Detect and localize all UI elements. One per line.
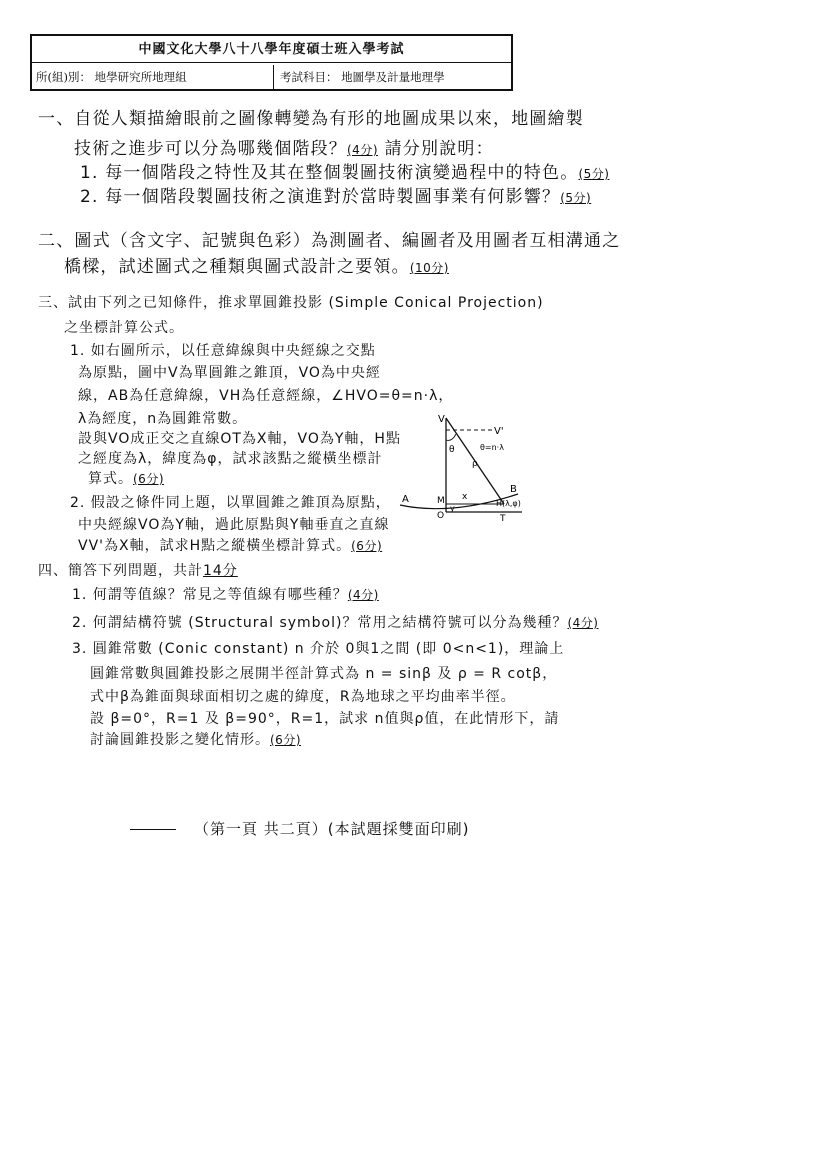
q2-line-2 <box>64 252 449 277</box>
q3-p1-last <box>88 468 164 488</box>
q4-item-3-score: (6分) <box>270 733 301 747</box>
footer-blank-line <box>130 829 176 830</box>
q4-line-1 <box>38 560 238 580</box>
q1-score: (4分) <box>347 143 378 157</box>
label-m: M <box>437 496 445 506</box>
label-theta-eq: θ=n·λ <box>480 443 504 452</box>
label-b: B <box>510 484 517 495</box>
q1-line-2-text: 技術之進步可以分為哪幾個階段？ <box>74 139 347 159</box>
exam-title: 中國文化大學八十八學年度碩士班入學考試 <box>32 38 511 63</box>
department-label: 所(組)別： 地學研究所地理組 <box>36 70 187 84</box>
q3-p1-line: 設與VO成正交之直線OT為X軸，VO為Y軸，H點 <box>78 431 401 447</box>
label-h: H(λ,φ) <box>496 499 521 508</box>
q3-p1-score: (6分) <box>133 472 164 486</box>
q3-p2-last <box>78 535 382 555</box>
page-footer <box>130 818 469 839</box>
footer-text: （第一頁 共二頁）(本試題採雙面印刷) <box>194 820 470 838</box>
q4-item-3-line: 圓錐常數與圓錐投影之展開半徑計算式為 n = sinβ 及 ρ = R cotβ， <box>90 666 558 682</box>
q4-item-3-line: 討論圓錐投影之變化情形。 <box>90 732 270 748</box>
q3-p2-score: (6分) <box>351 539 383 553</box>
q4-item-2-text: 2. 何謂結構符號 (Structural symbol)？常用之結構符號可以分為幾種？ <box>72 615 568 631</box>
q1-item-1 <box>80 158 609 183</box>
q4-item-2 <box>72 612 598 632</box>
q1-line-2 <box>74 134 494 159</box>
q4-item-3-line: 式中β為錐面與球面相切之處的緯度，R為地球之平均曲率半徑。 <box>90 689 516 705</box>
q4-item-1-text: 1. 何謂等值線？常見之等值線有哪些種？ <box>72 587 348 603</box>
conical-projection-diagram <box>396 410 532 522</box>
q4-total-score: 14分 <box>203 563 238 579</box>
label-v: V <box>438 414 445 425</box>
q1-item-2-text: 2. 每一個階段製圖技術之演進對於當時製圖事業有何影響？ <box>80 187 561 207</box>
q4-intro: 四、簡答下列問題，共計 <box>38 563 203 579</box>
q4-item-1 <box>72 584 379 604</box>
label-theta: θ <box>449 445 455 455</box>
q2-line-1: 二、圖式（含文字、記號與色彩）為測圖者、編圖者及用圖者互相溝通之 <box>38 231 621 251</box>
theta-angle-arc <box>446 434 456 440</box>
q3-p1-line: 算式。 <box>88 471 133 487</box>
subject-label: 考試科目： 地圖學及計量地理學 <box>280 70 445 84</box>
label-a: A <box>402 494 409 505</box>
q3-line-1: 三、試由下列之已知條件，推求單圓錐投影 (Simple Conical Projection) <box>38 295 544 311</box>
q4-item-3-line: 設 β=0°，R=1 及 β=90°，R=1，試求 n值與ρ值，在此情形下，請 <box>90 711 560 727</box>
label-t: T <box>500 514 506 522</box>
q4-item-3-last <box>90 729 301 749</box>
q3-p1-line: 線，AB為任意緯線，VH為任意經線，∠HVO=θ=n·λ， <box>78 388 454 404</box>
q3-p1-line: λ為經度，n為圓錐常數。 <box>78 411 248 427</box>
label-x: x <box>462 492 468 502</box>
q4-item-1-score: (4分) <box>347 588 379 602</box>
q4-item-3-line: 3. 圓錐常數 (Conic constant) n 介於 0與1之間 (即 0<n<1)，理論上 <box>72 641 565 657</box>
q3-p1-line: 之經度為λ，緯度為φ，試求該點之縱橫坐標計 <box>78 451 383 467</box>
q2-line-2-text: 橋樑，試述圖式之種類與圖式設計之要領。 <box>64 257 410 277</box>
q1-item-1-text: 1. 每一個階段之特性及其在整個製圖技術演變過程中的特色。 <box>80 163 579 183</box>
q3-p2-line: VV'為X軸，試求H點之縱橫坐標計算式。 <box>78 538 352 554</box>
header-info-row <box>32 63 511 91</box>
header-divider <box>273 65 274 89</box>
q3-p2-line: 中央經線VO為Y軸，過此原點與Y軸垂直之直線 <box>78 517 390 533</box>
exam-header <box>30 34 513 91</box>
q4-item-2-score: (4分) <box>567 616 599 630</box>
q3-p2-line: 2. 假設之條件同上題，以單圓錐之錐頂為原點， <box>70 495 391 511</box>
q2-score: (10分) <box>409 261 449 275</box>
label-y: y <box>450 504 455 513</box>
q1-item-2-score: (5分) <box>560 191 592 205</box>
label-rho: ρ <box>472 459 478 469</box>
q3-line-2: 之坐標計算公式。 <box>64 320 184 336</box>
q1-item-1-score: (5分) <box>578 167 610 181</box>
q1-line-1: 一、自從人類描繪眼前之圖像轉變為有形的地圖成果以來，地圖繪製 <box>38 109 584 129</box>
label-o: O <box>437 511 445 521</box>
q3-p1-line: 1. 如右圖所示，以任意緯線與中央經線之交點 <box>70 343 376 359</box>
label-v-prime: V' <box>494 426 504 437</box>
q3-p1-line: 為原點，圖中V為單圓錐之錐頂，VO為中央經 <box>78 365 381 381</box>
q1-item-2 <box>80 182 591 207</box>
q1-instruction: 請分別說明： <box>378 139 494 159</box>
